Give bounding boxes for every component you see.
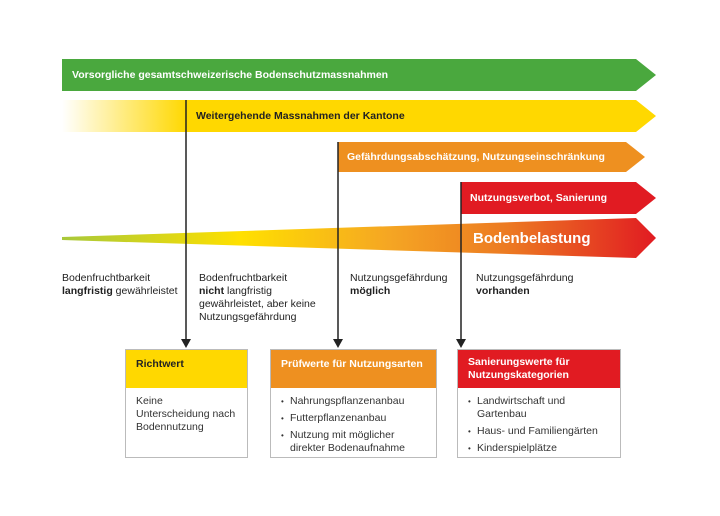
pruefwerte-box: [270, 349, 437, 458]
sanierungswerte-box: [457, 349, 621, 458]
list-item: • Haus- und Familiengärten: [468, 425, 610, 438]
list-item: • Futterpflanzenanbau: [281, 412, 426, 425]
zone-label-1: [62, 272, 182, 298]
zone-text: gewährleistet: [112, 285, 178, 297]
zone-emphasis: nicht: [199, 285, 225, 297]
load-label: Bodenbelastung: [473, 230, 591, 247]
list-item: • Landwirtschaft und Gartenbau: [468, 395, 567, 421]
arrowhead-down-icon: [333, 339, 343, 348]
richtwert-box: [125, 349, 248, 458]
zone-emphasis: vorhanden: [476, 285, 530, 297]
zone-label-4: [476, 272, 596, 298]
box-title: Richtwert: [126, 350, 247, 388]
zone-text: Bodenfruchtbarkeit: [62, 272, 151, 284]
orange-bar-label: Gefährdungsabschätzung, Nutzungseinschränkung: [347, 151, 605, 163]
zone-label-3: [350, 272, 460, 298]
box-title: Sanierungswerte für Nutzungskategorien: [458, 350, 620, 388]
box-text: Keine Unterscheidung nach Bodennutzung: [136, 395, 236, 433]
list-item: • Nutzung mit möglicher direkter Bodenaufnahme: [281, 429, 426, 455]
red-bar-label: Nutzungsverbot, Sanierung: [470, 192, 608, 204]
zone-emphasis: langfristig: [62, 285, 113, 297]
zone-text: langfristig gewährleistet, aber keine Nutzungsgefährdung: [199, 285, 316, 323]
zone-text: Nutzungsgefährdung: [476, 272, 574, 284]
zone-text: Nutzungsgefährdung: [350, 272, 448, 284]
list-item: • Nahrungspflanzenanbau: [281, 395, 426, 408]
arrowhead-down-icon: [456, 339, 466, 348]
zone-text: Bodenfruchtbarkeit: [199, 272, 288, 284]
list-item: • Kinderspielplätze: [468, 442, 610, 455]
zone-emphasis: möglich: [350, 285, 391, 297]
green-bar-label: Vorsorgliche gesamtschweizerische Bodenschutzmassnahmen: [72, 69, 389, 81]
box-title: Prüfwerte für Nutzungsarten: [271, 350, 436, 388]
zone-label-2: [199, 272, 329, 324]
yellow-bar-label: Weitergehende Massnahmen der Kantone: [196, 110, 405, 122]
arrowhead-down-icon: [181, 339, 191, 348]
